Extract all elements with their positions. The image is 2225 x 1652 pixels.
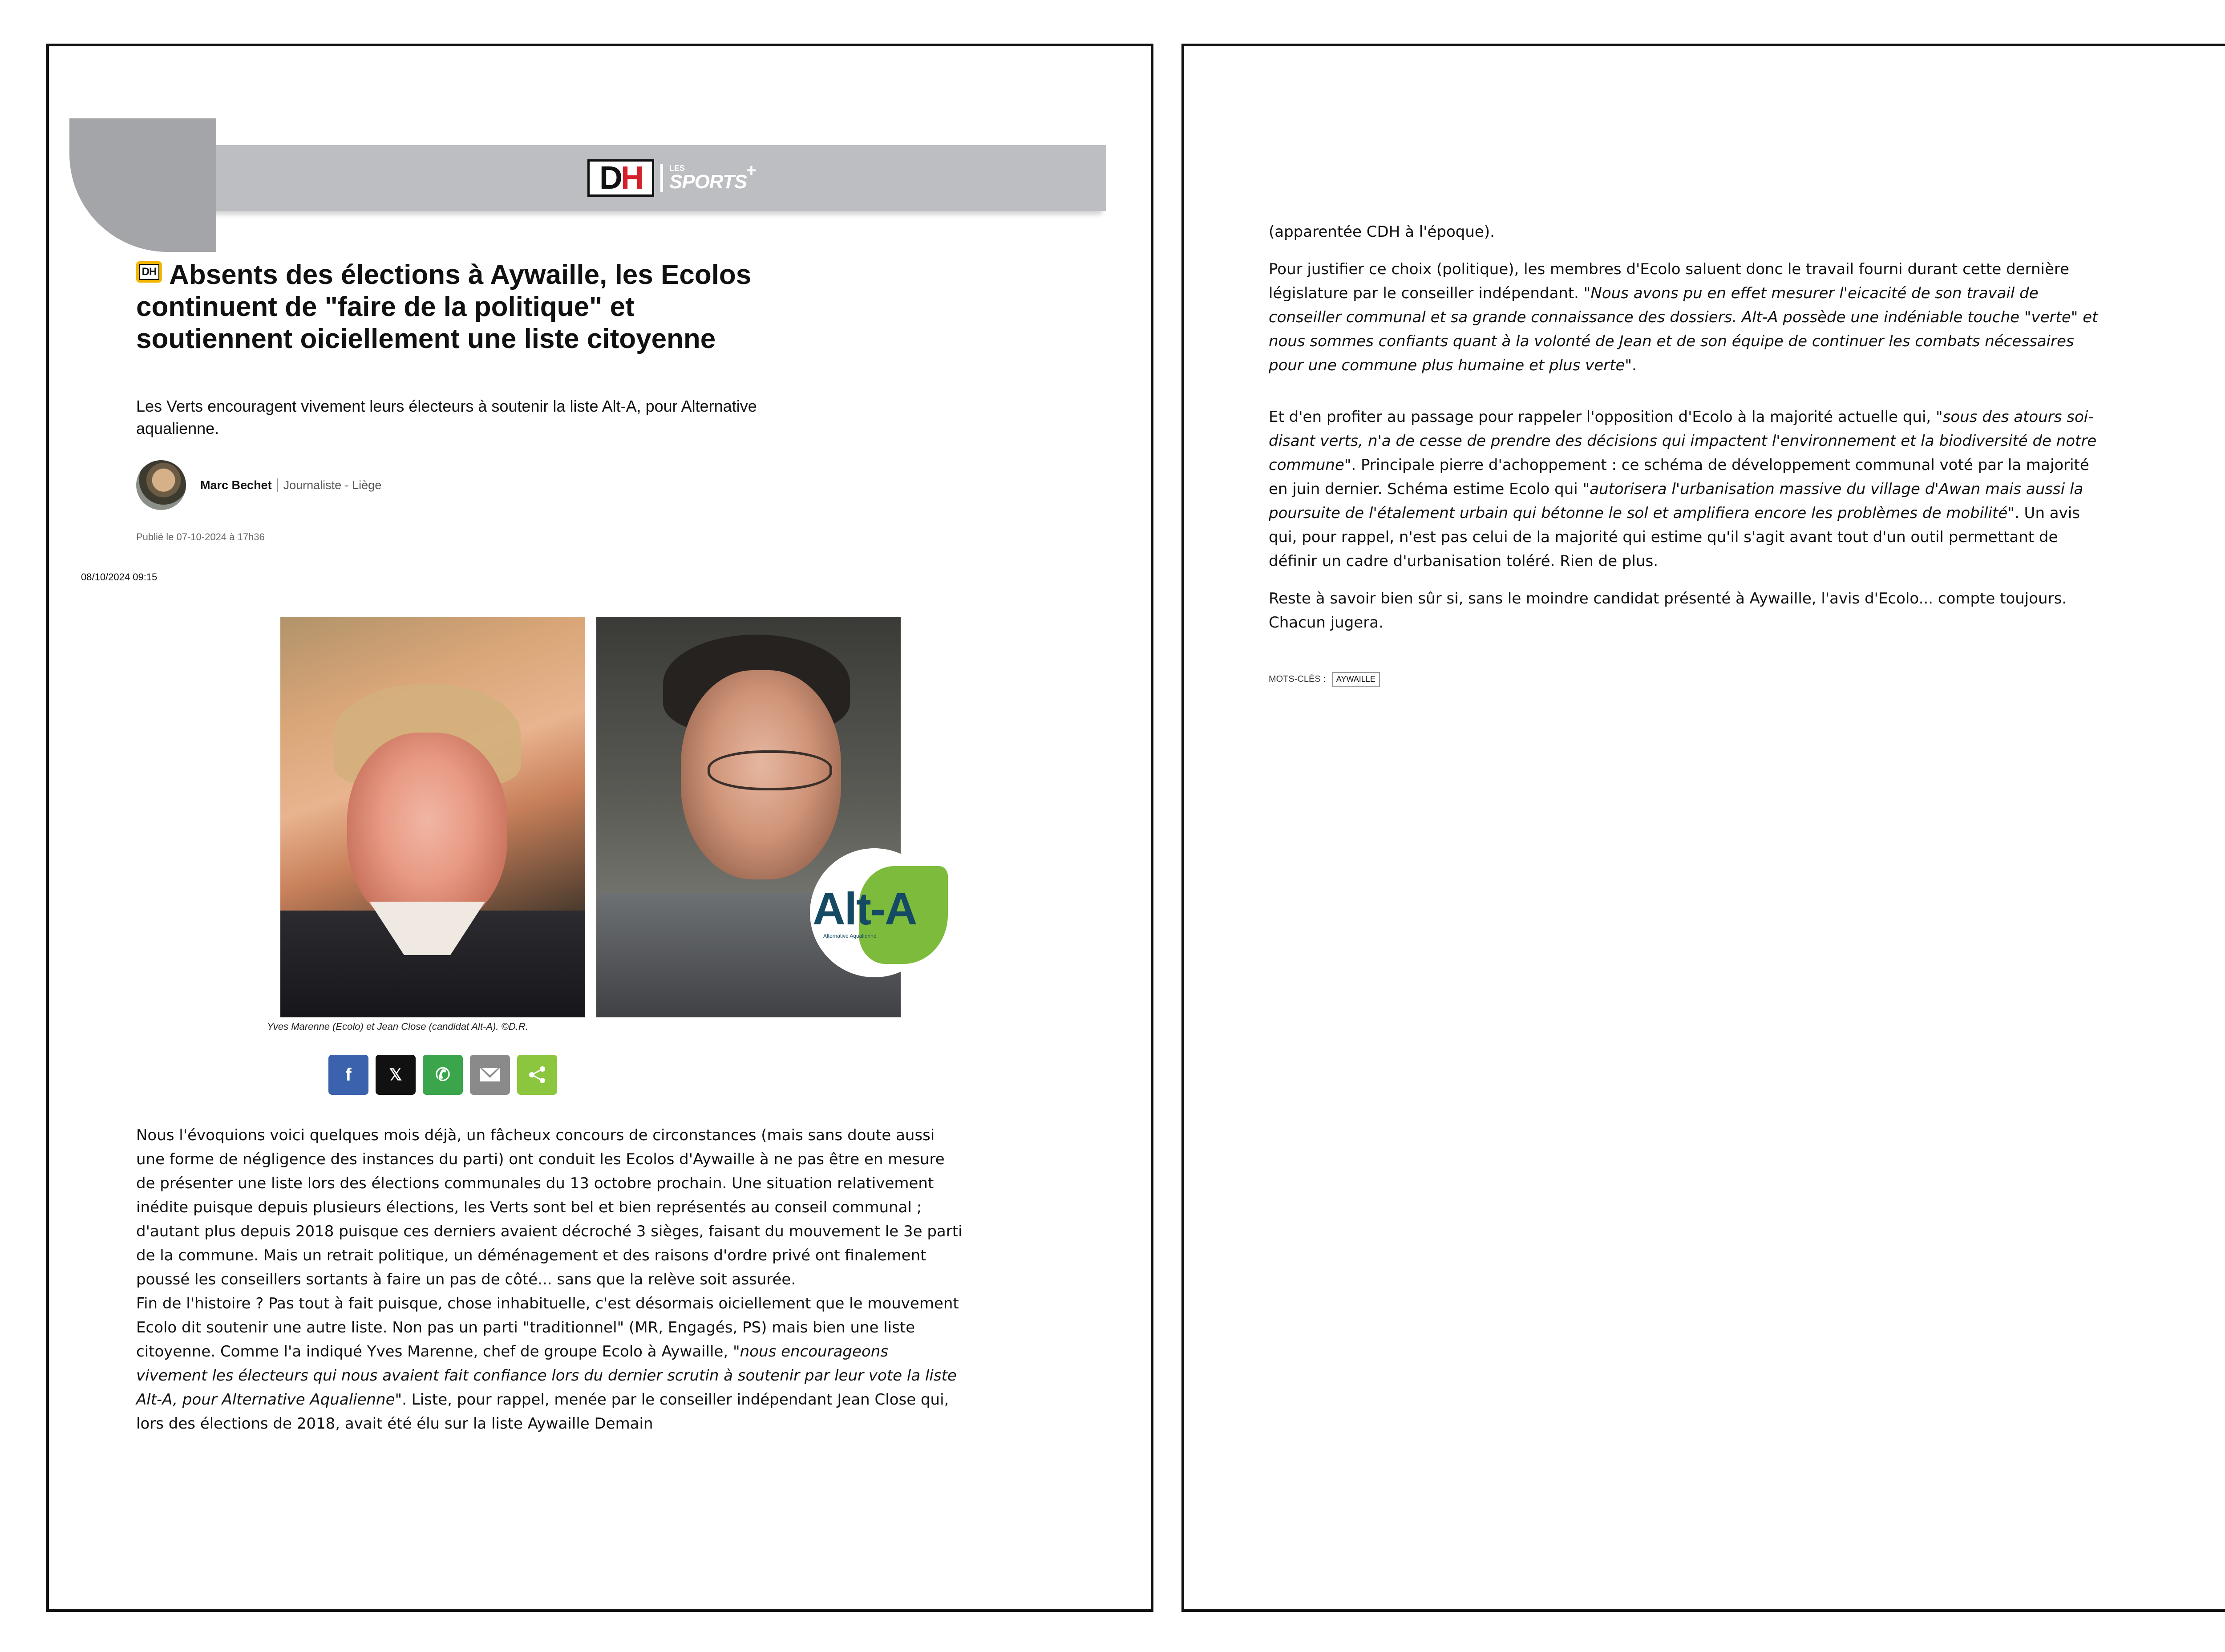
author-role: Journaliste - Liège: [283, 478, 382, 492]
dh-premium-badge-icon: DH: [136, 261, 162, 283]
email-share-button[interactable]: [470, 1055, 510, 1095]
sports-wordmark: LES SPORTS +: [669, 161, 757, 193]
quote-ecolo-1: Nous avons pu en effet mesurer l'eicacité de son travail de conseiller communal et sa grande connaissance des dossiers. Alt-A possède une indéniable touche "verte" et nous sommes confiants quant à la volonté de Jean et de son équipe de continuer les combats nécessaires pour une commune plus humaine et plus verte": [1269, 284, 2098, 374]
banner-curve: [69, 118, 216, 252]
facebook-icon: f: [345, 1065, 352, 1085]
share-icon: [527, 1065, 547, 1085]
facebook-share-button[interactable]: [328, 1055, 368, 1095]
article-headline: [136, 259, 768, 355]
body-paragraph-5: Et d'en profiter au passage pour rappeler l'opposition d'Ecolo à la majorité actuelle qui, "sous des atours soi-disant verts, n'a de cesse de prendre des décisions qui impactent l'environnement et la biodiversité de notre commune". Principale pierre d'achoppement : ce schéma de développement communal voté par la majorité en juin dernier. Schéma estime Ecolo qui "autorisera l'urbanisation massive du village d'Awan mais aussi la poursuite de l'étalement urbain qui bétonne le sol et amplifiera encore les problèmes de mobilité". Un avis qui, pour rappel, n'est pas celui de la majorité qui estime qu'il s'agit avant tout d'un outil permettant de définir un cadre d'urbanisation toléré. Rien de plus.: [1269, 408, 2097, 570]
body-paragraph-3: (apparentée CDH à l'époque).: [1269, 223, 1495, 241]
print-timestamp: 08/10/2024 09:15: [81, 571, 158, 583]
body-paragraph-1: Nous l'évoquions voici quelques mois déjà, un fâcheux concours de circonstances (mais sans doute aussi une forme de négligence des instances du parti) ont conduit les Ecolos d'Aywaille à ne pas être en mesure de présenter une liste lors des élections communales du 13 octobre prochain. Une situation relativement inédite puisque depuis plusieurs élections, les Verts sont bel et bien représentés au conseil communal ; d'autant plus depuis 2018 puisque ces derniers avaient décroché 3 sièges, faisant du mouvement le 3e parti de la commune. Mais un retrait politique, un déménagement et des raisons d'ordre privé ont finalement poussé les conseillers sortants à faire un pas de côté... sans que la relève soit assurée.: [136, 1126, 963, 1288]
article-body-page-2: [1269, 220, 2101, 648]
keywords-label: MOTS-CLÉS :: [1269, 674, 1326, 684]
headline-text: Absents des élections à Aywaille, les Ecolos continuent de "faire de la politique" et soutiennent oiciellement une liste citoyenne: [136, 259, 752, 354]
quote-yves-marenne: nous encourageons vivement les électeurs qui nous avaient fait confiance lors du dernier scrutin à soutenir par leur vote la liste Alt-A, pour Alternative Aqualienne": [136, 1343, 957, 1409]
article-lede: Les Verts encouragent vivement leurs électeurs à soutenir la liste Alt-A, pour Alternative aqualienne.: [136, 397, 757, 437]
dh-logo-box: D H: [587, 159, 654, 197]
photo-caption: Yves Marenne (Ecolo) et Jean Close (candidat Alt-A). ©D.R.: [267, 1021, 528, 1032]
keyword-tag-aywaille[interactable]: AYWAILLE: [1332, 672, 1380, 687]
x-icon: 𝕏: [389, 1065, 402, 1084]
article-body-page-1: [136, 1123, 964, 1436]
dh-sports-logo[interactable]: [587, 159, 757, 197]
whatsapp-share-button[interactable]: [423, 1055, 463, 1095]
quote-ecolo-3: autorisera l'urbanisation massive du village d'Awan mais aussi la poursuite de l'étalement urbain qui bétonne le sol et amplifiera encore les problèmes de mobilité": [1269, 480, 2083, 522]
photo-jean-close: [596, 617, 917, 1011]
author-avatar[interactable]: [136, 460, 186, 510]
body-paragraph-2: Fin de l'histoire ? Pas tout à fait puisque, chose inhabituelle, c'est désormais oiciellement que le mouvement Ecolo dit soutenir une autre liste. Non pas un parti "traditionnel" (MR, Engagés, PS) mais bien une liste citoyenne. Comme l'a indiqué Yves Marenne, chef de groupe Ecolo à Aywaille, "nous encourageons vivement les électeurs qui nous avaient fait confiance lors du dernier scrutin à soutenir par leur vote la liste Alt-A, pour Alternative Aqualienne". Liste, pour rappel, menée par le conseiller indépendant Jean Close qui, lors des élections de 2018, avait été élu sur la liste Aywaille Demain: [136, 1295, 959, 1433]
article-page-1: [46, 44, 1153, 1612]
author-name[interactable]: Marc Bechet: [200, 478, 272, 492]
email-icon: [480, 1068, 500, 1081]
published-date: Publié le 07-10-2024 à 17h36: [136, 531, 265, 543]
x-share-button[interactable]: [376, 1055, 416, 1095]
whatsapp-icon: ✆: [435, 1065, 450, 1085]
share-bar: [328, 1055, 557, 1095]
header-banner: [105, 145, 1102, 211]
author-block: [136, 460, 381, 510]
quote-ecolo-2: "sous des atours soi-disant verts, n'a de cesse de prendre des décisions qui impactent l'environnement et la biodiversité de notre commune": [1269, 408, 2097, 474]
glasses-icon: [708, 750, 832, 790]
article-page-2: [1181, 44, 2225, 1612]
photo-yves-marenne: [280, 617, 585, 1011]
keywords: [1269, 672, 1380, 687]
alt-a-logo: Alt-A Alternative Aqualienne: [810, 848, 939, 977]
share-button[interactable]: [517, 1055, 557, 1095]
body-paragraph-6: Reste à savoir bien sûr si, sans le moindre candidat présenté à Aywaille, l'avis d'Ecolo... compte toujours. Chacun jugera.: [1269, 590, 2067, 632]
body-paragraph-4: Pour justifier ce choix (politique), les membres d'Ecolo saluent donc le travail fourni durant cette dernière législature par le conseiller indépendant. "Nous avons pu en effet mesurer l'eicacité de son travail de conseiller communal et sa grande connaissance des dossiers. Alt-A possède une indéniable touche "verte" et nous sommes confiants quant à la volonté de Jean et de son équipe de continuer les combats nécessaires pour une commune plus humaine et plus verte".: [1269, 260, 2098, 374]
